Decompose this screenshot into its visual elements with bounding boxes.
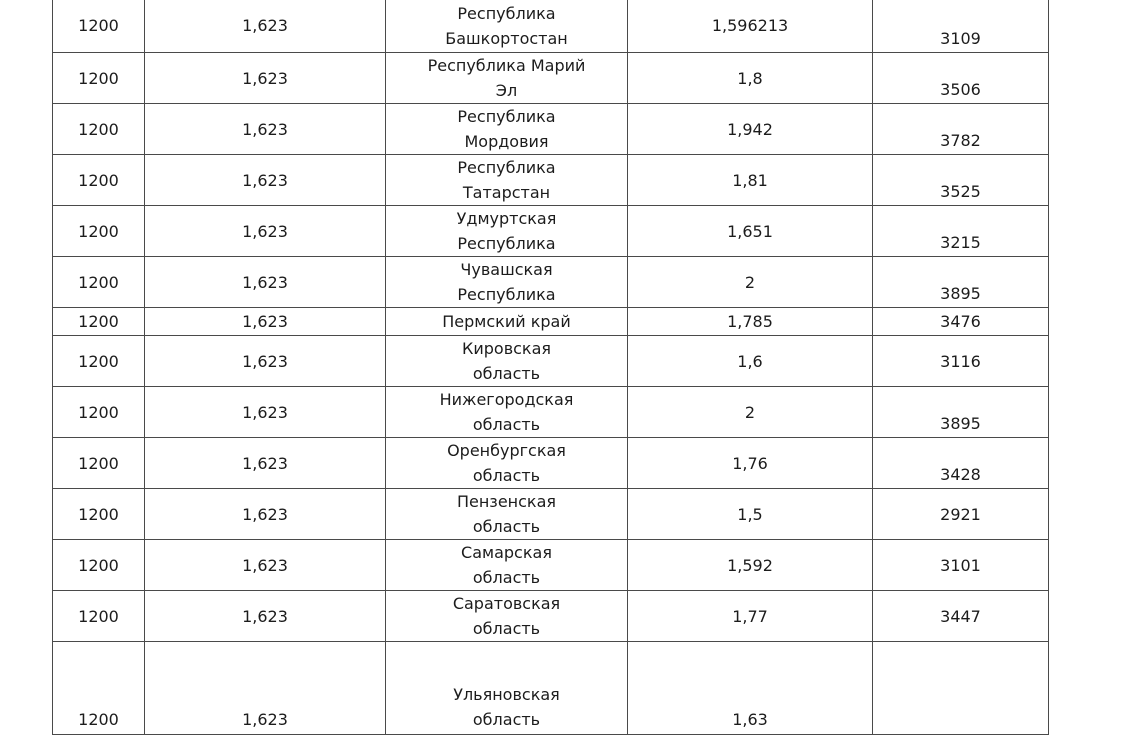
cell-coefficient: 1,8: [628, 53, 873, 104]
cell-coefficient: 2: [628, 257, 873, 308]
cell-region: Республика Башкортостан: [386, 0, 628, 53]
cell-value: 3101: [873, 540, 1049, 591]
cell-coefficient: 1,6: [628, 336, 873, 387]
cell-coefficient: 1,942: [628, 104, 873, 155]
cell-value: 3215: [873, 206, 1049, 257]
cell-base: 1200: [53, 308, 145, 336]
cell-coefficient: 1,77: [628, 591, 873, 642]
cell-base: 1200: [53, 489, 145, 540]
cell-region: Республика Татарстан: [386, 155, 628, 206]
cell-multiplier: 1,623: [145, 257, 386, 308]
table-row: [53, 206, 1049, 257]
cell-region: Кировская область: [386, 336, 628, 387]
cell-value: 3447: [873, 591, 1049, 642]
cell-base: 1200: [53, 642, 145, 735]
cell-base: 1200: [53, 206, 145, 257]
cell-base: 1200: [53, 387, 145, 438]
cell-multiplier: 1,623: [145, 489, 386, 540]
cell-region: Республика Марий Эл: [386, 53, 628, 104]
table-row: [53, 540, 1049, 591]
cell-multiplier: 1,623: [145, 206, 386, 257]
cell-multiplier: 1,623: [145, 591, 386, 642]
table-row: [53, 438, 1049, 489]
cell-base: 1200: [53, 155, 145, 206]
cell-value: [873, 642, 1049, 735]
cell-multiplier: 1,623: [145, 540, 386, 591]
table-row: [53, 642, 1049, 735]
cell-base: 1200: [53, 438, 145, 489]
table-row: [53, 155, 1049, 206]
cell-coefficient: 1,596213: [628, 0, 873, 53]
cell-region: Ульяновская область: [386, 642, 628, 735]
cell-coefficient: 2: [628, 387, 873, 438]
cell-base: 1200: [53, 591, 145, 642]
cell-value: 2921: [873, 489, 1049, 540]
cell-value: 3895: [873, 257, 1049, 308]
table-row: [53, 308, 1049, 336]
cell-multiplier: 1,623: [145, 155, 386, 206]
cell-region: Оренбургская область: [386, 438, 628, 489]
cell-coefficient: 1,76: [628, 438, 873, 489]
cell-coefficient: 1,63: [628, 642, 873, 735]
cell-multiplier: 1,623: [145, 0, 386, 53]
table-row: [53, 387, 1049, 438]
table-row: [53, 336, 1049, 387]
cell-multiplier: 1,623: [145, 336, 386, 387]
table-row: [53, 104, 1049, 155]
cell-region: Удмуртская Республика: [386, 206, 628, 257]
cell-region: Саратовская область: [386, 591, 628, 642]
table-row: [53, 53, 1049, 104]
cell-region: Нижегородская область: [386, 387, 628, 438]
cell-base: 1200: [53, 0, 145, 53]
cell-base: 1200: [53, 104, 145, 155]
cell-value: 3782: [873, 104, 1049, 155]
cell-multiplier: 1,623: [145, 308, 386, 336]
cell-region: Самарская область: [386, 540, 628, 591]
cell-region: Пермский край: [386, 308, 628, 336]
cell-value: 3428: [873, 438, 1049, 489]
cell-multiplier: 1,623: [145, 53, 386, 104]
cell-multiplier: 1,623: [145, 387, 386, 438]
table-row: [53, 591, 1049, 642]
cell-coefficient: 1,5: [628, 489, 873, 540]
cell-coefficient: 1,592: [628, 540, 873, 591]
cell-value: 3476: [873, 308, 1049, 336]
cell-multiplier: 1,623: [145, 438, 386, 489]
table-row: [53, 0, 1049, 53]
cell-value: 3895: [873, 387, 1049, 438]
cell-coefficient: 1,785: [628, 308, 873, 336]
cell-multiplier: 1,623: [145, 642, 386, 735]
cell-value: 3525: [873, 155, 1049, 206]
table-row: [53, 257, 1049, 308]
cell-value: 3506: [873, 53, 1049, 104]
cell-coefficient: 1,651: [628, 206, 873, 257]
cell-coefficient: 1,81: [628, 155, 873, 206]
cell-region: Чувашская Республика: [386, 257, 628, 308]
cell-region: Республика Мордовия: [386, 104, 628, 155]
cell-base: 1200: [53, 53, 145, 104]
cell-multiplier: 1,623: [145, 104, 386, 155]
cell-base: 1200: [53, 540, 145, 591]
cell-value: 3116: [873, 336, 1049, 387]
cell-base: 1200: [53, 257, 145, 308]
cell-value: 3109: [873, 0, 1049, 53]
regional-coefficients-table: [52, 0, 1049, 735]
table-row: [53, 489, 1049, 540]
cell-base: 1200: [53, 336, 145, 387]
cell-region: Пензенская область: [386, 489, 628, 540]
